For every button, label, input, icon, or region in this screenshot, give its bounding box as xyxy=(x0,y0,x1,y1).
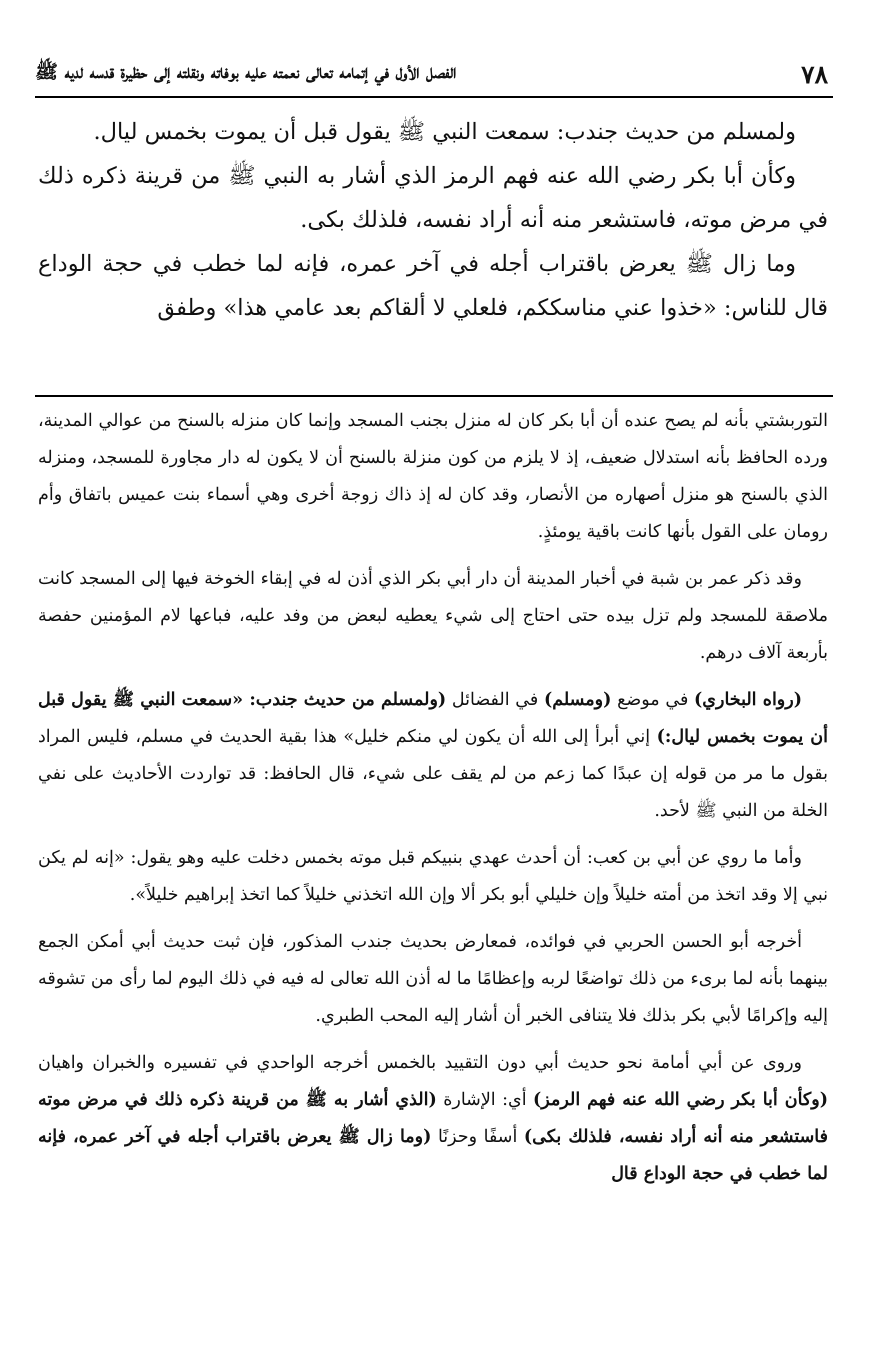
quoted-text: (ومسلم) xyxy=(543,690,612,710)
footnote-separator xyxy=(35,395,833,397)
quoted-text: (وكأن أبا بكر رضي الله عنه فهم الرمز) xyxy=(533,1090,828,1110)
commentary-text: وروى عن أبي أمامة نحو حديث أبي دون التقييد بالخمس أخرجه الواحدي في تفسيره والخبران واهيان xyxy=(38,1053,802,1073)
commentary-text: أي: الإشارة xyxy=(436,1090,534,1110)
commentary-text: في الفضائل xyxy=(446,690,544,710)
commentary-paragraph: أخرجه أبو الحسن الحربي في فوائده، فمعارض بحديث جندب المذكور، فإن ثبت حديث أبي أمكن الجمع بينهما بأنه لما برىء من ذلك تواضعًا لربه وإعظامًا ما له أذن الله تعالى له فيه في ذلك اليوم لما رأى من تشوقه إليه وإكرامًا لأبي بكر بذلك فلا يتنافى الخبر أن أشار إليه المحب الطبري. xyxy=(38,932,828,1026)
quoted-text: (ولمسلم من حديث جندب: «سمعت النبي ﷺ يقول قبل أن يموت بخمس ليال:) xyxy=(38,690,828,747)
main-paragraph: وكأن أبا بكر رضي الله عنه فهم الرمز الذي أشار به النبي ﷺ من قرينة ذكره ذلك في مرض موته، فاستشعر منه أنه أراد نفسه، فلذلك بكى. xyxy=(38,163,828,233)
page-header xyxy=(35,55,828,93)
commentary-text: في موضع xyxy=(611,690,695,710)
main-paragraph: ولمسلم من حديث جندب: سمعت النبي ﷺ يقول قبل أن يموت بخمس ليال. xyxy=(93,119,796,145)
quoted-text: (وما زال ﷺ يعرض باقتراب أجله في آخر عمره، فإنه لما خطب في حجة الوداع قال xyxy=(38,1127,828,1184)
commentary-paragraph xyxy=(38,682,828,830)
commentary xyxy=(38,403,828,1203)
commentary-paragraph xyxy=(38,1045,828,1193)
page-number: ٧٨ xyxy=(801,59,828,89)
commentary-paragraph: التوربشتي بأنه لم يصح عنده أن أبا بكر كان له منزل بجنب المسجد وإنما كان منزله بالسنح من عوالي المدينة، ورده الحافظ بأنه استدلال ضعيف، إذ لا يلزم من كون منزلة بالسنح أن لا يكون له دار مجاورة للمسجد، ومنزله الذي بالسنح هو منزل أصهاره من الأنصار، وقد كان له إذ ذاك زوجة أخرى وهي أسماء بنت عميس باتفاق وأم رومان على القول بأنها كانت باقية يومئذٍ. xyxy=(38,411,828,542)
commentary-paragraph: وأما ما روي عن أبي بن كعب: أن أحدث عهدي بنبيكم قبل موته بخمس دخلت عليه وهو يقول: «إنه لم يكن نبي إلا وقد اتخذ من أمته خليلاً وإن خليلي أبو بكر ألا وإن الله اتخذني خليلاً كما اتخذ إبراهيم خليلاً». xyxy=(38,848,828,905)
commentary-text: إني أبرأ إلى الله أن يكون لي منكم خليل» هذا بقية الحديث في مسلم، فليس المراد بقول ما مر من قوله إن عبدًا كما زعم من لم يقف على شيء، قال الحافظ: قد تواردت الأحاديث على نفي الخلة من النبي ﷺ لأحد. xyxy=(38,727,828,821)
commentary-text: أسفًا وحزنًا xyxy=(431,1127,524,1147)
main-paragraph: وما زال ﷺ يعرض باقتراب أجله في آخر عمره، فإنه لما خطب في حجة الوداع قال للناس: «خذوا عني مناسككم، فلعلي لا ألقاكم بعد عامي هذا» وطفق xyxy=(38,251,828,321)
quoted-text: (رواه البخاري) xyxy=(694,690,802,710)
running-title: الفصل الأول في إتمامه تعالى نعمته عليه بوفاته ونقلته إلى حظيرة قدسه لديه ﷺ xyxy=(35,61,457,83)
commentary-paragraph: وقد ذكر عمر بن شبة في أخبار المدينة أن دار أبي بكر الذي أذن له في إبقاء الخوخة فيها إلى المسجد كانت ملاصقة للمسجد ولم تزل بيده حتى احتاج إلى شيء يعطيه لبعض من وفد عليه، فباعها لام المؤمنين حفصة بأربعة آلاف درهم. xyxy=(38,569,828,663)
header-rule xyxy=(35,96,833,98)
main-text xyxy=(38,110,828,330)
quoted-text: (الذي أشار به ﷺ من قرينة ذكره ذلك في مرض موته فاستشعر منه أنه أراد نفسه، فلذلك بكى) xyxy=(38,1090,828,1147)
